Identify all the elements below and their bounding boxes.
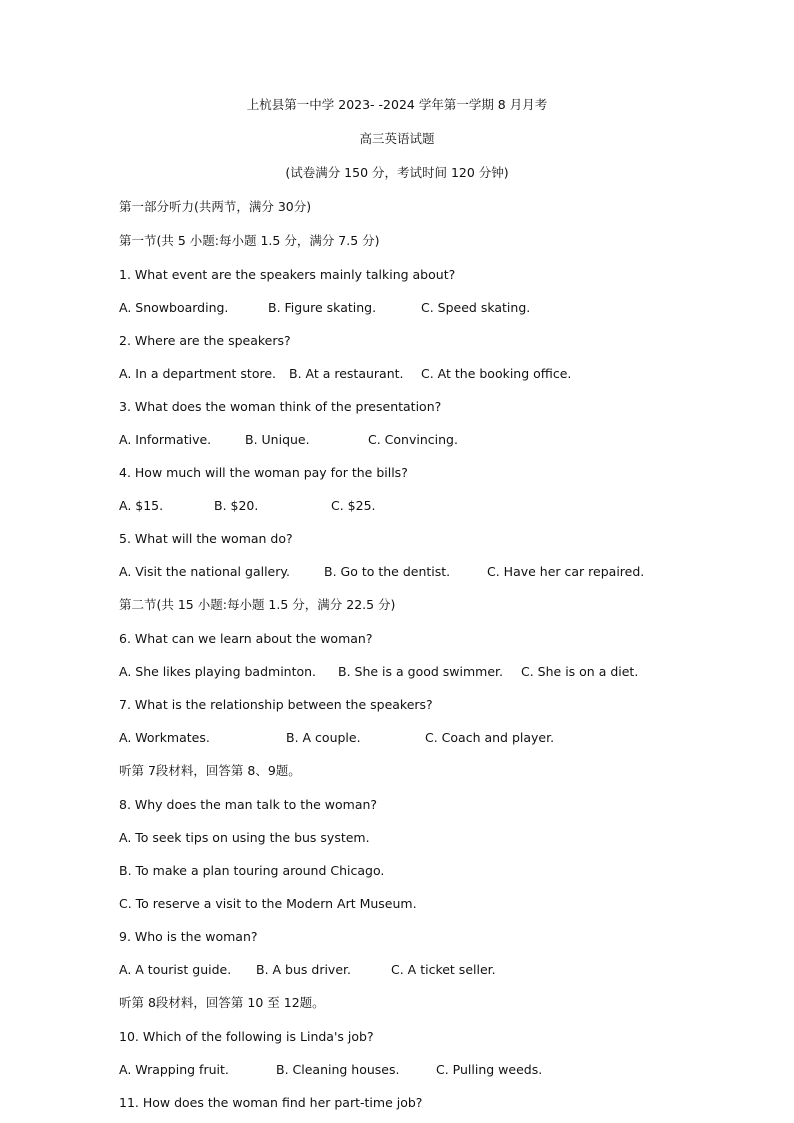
question-9: 9. Who is the woman? — [119, 929, 258, 944]
option-b: B. $20. — [214, 498, 259, 513]
section-heading: 第一节(共 5 小题:每小题 1.5 分，满分 7.5 分) — [119, 233, 380, 248]
option-c: C. At the booking office. — [421, 366, 572, 381]
question-7: 7. What is the relationship between the speakers? — [119, 697, 433, 712]
option-b: B. Figure skating. — [268, 300, 377, 315]
option-b: B. She is a good swimmer. — [338, 664, 503, 679]
options-2 — [119, 366, 719, 382]
passage-instruction: 听第 8段材料，回答第 10 至 12题。 — [119, 995, 325, 1010]
question-1: 1. What event are the speakers mainly talking about? — [119, 267, 456, 282]
option-c: C. Convincing. — [368, 432, 458, 447]
exam-subtitle: 高三英语试题 — [359, 131, 435, 146]
option-c: C. Speed skating. — [421, 300, 531, 315]
question-11: 11. How does the woman find her part-time job? — [119, 1095, 423, 1110]
option-a: A. $15. — [119, 498, 164, 513]
option-c: C. To reserve a visit to the Modern Art Museum. — [119, 896, 417, 911]
option-a: A. Wrapping fruit. — [119, 1062, 229, 1077]
question-8: 8. Why does the man talk to the woman? — [119, 797, 378, 812]
option-a: A. A tourist guide. — [119, 962, 232, 977]
option-b: B. A bus driver. — [256, 962, 351, 977]
question-6: 6. What can we learn about the woman? — [119, 631, 373, 646]
option-b: B. At a restaurant. — [289, 366, 404, 381]
options-10 — [119, 1062, 719, 1078]
option-c: C. Pulling weeds. — [436, 1062, 543, 1077]
passage-instruction: 听第 7段材料，回答第 8、9题。 — [119, 763, 301, 778]
options-3 — [119, 432, 719, 448]
exam-title: 上杭县第一中学 2023- -2024 学年第一学期 8 月月考 — [246, 97, 548, 112]
question-10: 10. Which of the following is Linda's job? — [119, 1029, 374, 1044]
option-a: A. She likes playing badminton. — [119, 664, 317, 679]
options-9 — [119, 962, 719, 978]
option-c: C. She is on a diet. — [521, 664, 639, 679]
section-heading: 第二节(共 15 小题:每小题 1.5 分，满分 22.5 分) — [119, 597, 396, 612]
options-5 — [119, 564, 719, 580]
part-heading: 第一部分听力(共两节，满分 30分) — [119, 199, 312, 214]
options-1 — [119, 300, 719, 316]
option-c: C. A ticket seller. — [391, 962, 496, 977]
option-b: B. To make a plan touring around Chicago. — [119, 863, 385, 878]
option-c: C. Have her car repaired. — [487, 564, 645, 579]
option-c: C. $25. — [331, 498, 376, 513]
option-c: C. Coach and player. — [425, 730, 555, 745]
options-7 — [119, 730, 719, 746]
question-2: 2. Where are the speakers? — [119, 333, 291, 348]
option-a: A. Snowboarding. — [119, 300, 229, 315]
question-4: 4. How much will the woman pay for the bills? — [119, 465, 408, 480]
option-a: A. Workmates. — [119, 730, 210, 745]
option-a: A. Informative. — [119, 432, 212, 447]
option-b: B. Cleaning houses. — [276, 1062, 400, 1077]
options-4 — [119, 498, 719, 514]
option-a: A. To seek tips on using the bus system. — [119, 830, 370, 845]
options-6 — [119, 664, 719, 680]
option-b: B. Go to the dentist. — [324, 564, 451, 579]
question-5: 5. What will the woman do? — [119, 531, 293, 546]
exam-note: (试卷满分 150 分，考试时间 120 分钟) — [285, 165, 509, 180]
option-a: A. In a department store. — [119, 366, 277, 381]
option-b: B. A couple. — [286, 730, 361, 745]
option-b: B. Unique. — [245, 432, 310, 447]
question-3: 3. What does the woman think of the presentation? — [119, 399, 442, 414]
option-a: A. Visit the national gallery. — [119, 564, 290, 579]
